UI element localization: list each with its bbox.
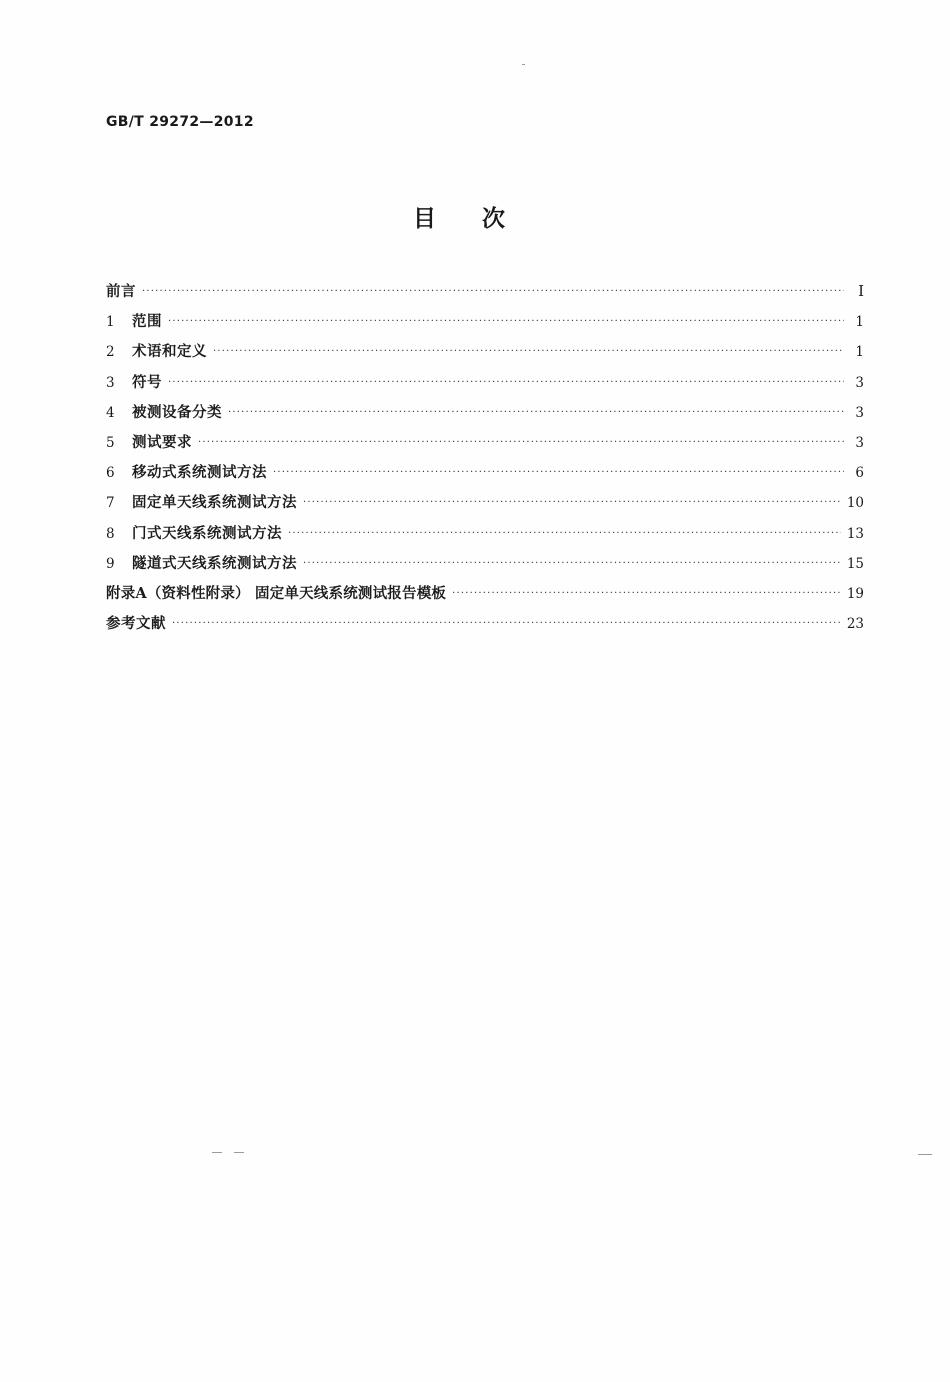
toc-entry-page: 19 — [846, 585, 864, 602]
leader-dots — [168, 377, 844, 388]
scan-artifact — [522, 64, 525, 65]
table-of-contents — [106, 280, 864, 642]
scan-artifact — [234, 1152, 244, 1153]
leader-dots — [213, 346, 844, 357]
toc-entry-5[interactable] — [106, 431, 864, 461]
toc-entry-8[interactable] — [106, 522, 864, 552]
toc-entry-number: 4 — [106, 404, 115, 421]
toc-entry-label: 测试要求 — [132, 433, 192, 451]
toc-entry-label: 被测设备分类 — [132, 403, 222, 421]
toc-entry-page: 13 — [846, 525, 864, 542]
toc-entry-label: 隧道式天线系统测试方法 — [132, 554, 297, 572]
toc-entry-4[interactable] — [106, 401, 864, 431]
toc-entry-3[interactable] — [106, 371, 864, 401]
toc-entry-number: 9 — [106, 555, 115, 572]
toc-entry-page: 3 — [855, 404, 864, 421]
toc-entry-9[interactable] — [106, 552, 864, 582]
toc-title: 目次 — [413, 206, 551, 232]
leader-dots — [288, 528, 841, 539]
toc-entry-label: 符号 — [132, 373, 162, 391]
leader-dots — [198, 437, 844, 448]
toc-entry-page: 3 — [855, 374, 864, 391]
leader-dots — [228, 407, 844, 418]
toc-entry-label: 移动式系统测试方法 — [132, 464, 267, 482]
toc-entry-page: 6 — [855, 465, 864, 482]
leader-dots — [303, 497, 841, 508]
toc-entry-number: 7 — [106, 495, 115, 512]
toc-entry-page: 3 — [855, 434, 864, 451]
toc-entry-page: 15 — [846, 555, 864, 572]
toc-entry-label: 附录A（资料性附录） 固定单天线系统测试报告模板 — [106, 584, 447, 602]
toc-entry-page: 10 — [846, 495, 864, 512]
toc-entry-page: 1 — [855, 314, 864, 331]
toc-entry-annex-a[interactable] — [106, 582, 864, 612]
standard-code: GB/T 29272—2012 — [106, 114, 254, 130]
toc-entry-1[interactable] — [106, 310, 864, 340]
toc-entry-number: 5 — [106, 434, 115, 451]
scan-artifact — [918, 1154, 932, 1155]
toc-entry-label: 范围 — [132, 313, 162, 331]
toc-entry-2[interactable] — [106, 340, 864, 370]
toc-entry-label: 前言 — [106, 283, 136, 300]
toc-entry-label: 术语和定义 — [132, 343, 207, 361]
toc-entry-page: 23 — [846, 616, 864, 633]
toc-entry-number: 1 — [106, 314, 115, 331]
toc-entry-7[interactable] — [106, 491, 864, 521]
toc-entry-label: 参考文献 — [106, 615, 166, 633]
toc-entry-page: I — [858, 282, 864, 300]
leader-dots — [172, 618, 841, 629]
toc-entry-label: 门式天线系统测试方法 — [132, 524, 282, 542]
toc-entry-number: 2 — [106, 344, 115, 361]
scan-artifact — [212, 1152, 222, 1153]
leader-dots — [142, 286, 844, 297]
toc-entry-6[interactable] — [106, 461, 864, 491]
leader-dots — [168, 316, 844, 327]
toc-entry-number: 6 — [106, 465, 115, 482]
toc-entry-page: 1 — [855, 344, 864, 361]
toc-entry-label: 固定单天线系统测试方法 — [132, 494, 297, 512]
leader-dots — [452, 588, 841, 599]
leader-dots — [303, 558, 841, 569]
toc-entry-number: 8 — [106, 525, 115, 542]
toc-entry-bibliography[interactable] — [106, 612, 864, 642]
toc-entry-number: 3 — [106, 374, 115, 391]
leader-dots — [273, 467, 844, 478]
toc-entry-foreword[interactable] — [106, 280, 864, 310]
